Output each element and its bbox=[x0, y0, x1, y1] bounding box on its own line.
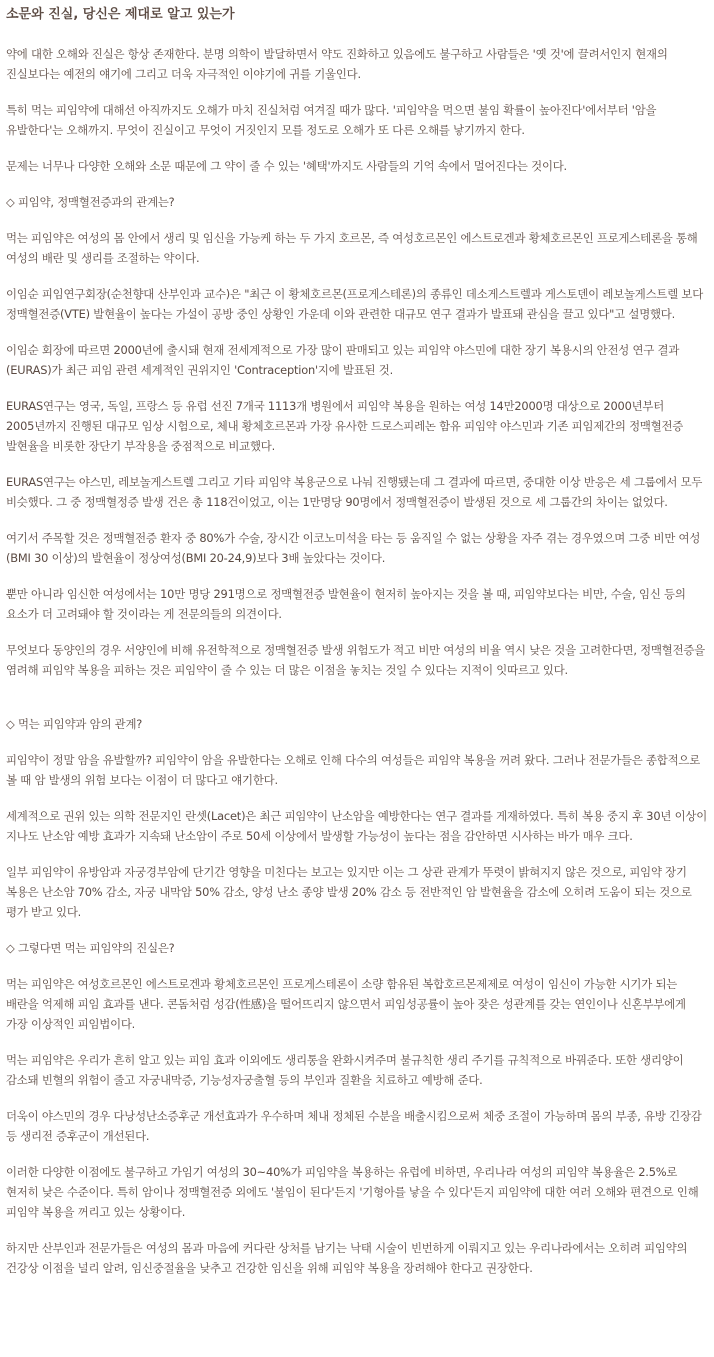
paragraph-euras-results: EURAS연구는 야스민, 레보놀게스트렐 그리고 기타 피임약 복용군으로 나눠 진행됐는데 그 결과에 따르면, 중대한 이상 반응은 세 그룹에서 모두 비슷했다. 그 중 정맥혈정증 발생 건은 총 118건이었고, 이는 1만명당 90명에서 정맥혈전증이 발생된 것으로 세 그룹간의 차이는 없었다. bbox=[6, 475, 703, 509]
paragraph-lancet: 세계적으로 권위 있는 의학 전문지인 란셋(Lacet)은 최근 피임약이 난소암을 예방한다는 연구 결과를 게재하였다. 특히 복용 중지 후 30년 이상이 지나도 난소암 예방 효과가 지속돼 난소암이 주로 50세 이상에서 발생할 가능성이 높다는 점을 감안하면 시사하는 바가 매우 크다. bbox=[6, 809, 708, 843]
paragraph-usage-rate: 이러한 다양한 이점에도 불구하고 가임기 여성의 30~40%가 피임약을 복용하는 유럽에 비하면, 우리나라 여성의 피임약 복용율은 2.5%로 현저히 낮은 수준이다. 특히 암이나 정맥혈전증 외에도 '불임이 된다'든지 '기형아를 낳을 수 있다'든지 피임약에 대한 여러 오해와 편견으로 인해 피임약 복용을 꺼리고 있는 상황이다. bbox=[6, 1165, 699, 1219]
paragraph-mechanism: 먹는 피임약은 여성호르몬인 에스트로겐과 황체호르몬인 프로게스테론이 소량 함유된 복합호르몬제제로 여성이 임신이 가능한 시기가 되는 배란을 억제해 피임 효과를 낸다. 콘돔처럼 성감(性感)을 떨어뜨리지 않으면서 피임성공률이 높아 잦은 성관계를 갖는 연인이나 신혼부부에게 가장 이상적인 피임법이다. bbox=[6, 977, 686, 1031]
section-heading-thrombosis: ◇ 피임약, 정맥혈전증과의 관계는? bbox=[6, 195, 175, 209]
paragraph-benefits: 먹는 피임약은 우리가 흔히 알고 있는 피임 효과 이외에도 생리통을 완화시켜주며 불규칙한 생리 주기를 규칙적으로 바꿔준다. 또한 생리양이 감소돼 빈혈의 위험이 줄고 자궁내막증, 기능성자궁출혈 등의 부인과 질환을 치료하고 예방해 준다. bbox=[6, 1053, 684, 1087]
paragraph-asian-risk: 무엇보다 동양인의 경우 서양인에 비해 유전학적으로 정맥혈전증 발생 위험도가 적고 비만 여성의 비율 역시 낮은 것을 고려한다면, 정맥혈전증을 염려해 피임약 복용을 피하는 것은 피임약이 줄 수 있는 더 많은 이점을 놓치는 것일 수 있다는 지적이 잇따르고 있다. bbox=[6, 643, 705, 677]
spacer bbox=[6, 696, 708, 714]
paragraph-cancer-question: 피임약이 정말 암을 유발할까? 피임약이 암을 유발한다는 오해로 인해 다수의 여성들은 피임약 복용을 꺼려 왔다. 그러나 전문가들은 종합적으로 볼 때 암 발생의 위험 보다는 이점이 더 많다고 얘기한다. bbox=[6, 753, 701, 787]
paragraph-risk-factors: 여기서 주목할 것은 정맥혈전증 환자 중 80%가 수술, 장시간 이코노미석을 타는 등 움직일 수 없는 상황을 자주 겪는 경우였으며 그중 비만 여성 (BMI 30 이상)의 발현율이 정상여성(BMI 20-24,9)보다 3배 높았다는 것이다. bbox=[6, 531, 701, 565]
paragraph-cancer-reduction: 일부 피임약이 유방암과 자궁경부암에 단기간 영향을 미친다는 보고는 있지만 이는 그 상관 관계가 뚜렷이 밝혀지지 않은 것으로, 피임약 장기 복용은 난소암 70% 감소, 자궁 내막암 50% 감소, 양성 난소 종양 발생 20% 감소 등 전반적인 암 발현율을 감소에 오히려 도움이 되는 것으로 평가 받고 있다. bbox=[6, 865, 692, 919]
paragraph-euras-method: EURAS연구는 영국, 독일, 프랑스 등 유럽 선진 7개국 1113개 병원에서 피임약 복용을 원하는 여성 14만2000명 대상으로 2000년부터 2005년까지 진행된 대규모 임상 시험으로, 체내 황체호르몬과 가장 유사한 드로스피레논 함유 피임약 야스민과 기존 피임제간의 정맥혈전증 발현율을 비롯한 장단기 부작용을 중점적으로 비교했다. bbox=[6, 399, 684, 453]
paragraph-expert-quote: 이임순 피임연구회장(순천향대 산부인과 교수)은 "최근 이 황체호르몬(프로게스테론)의 종류인 데소게스트렐과 게스토덴이 레보놀게스트렐 보다 정맥혈전증(VTE) 발현율이 높다는 가설이 공방 중인 상황인 가운데 이와 관련한 대규모 연구 결과가 발표돼 관심을 끌고 있다"고 설명했다. bbox=[6, 287, 704, 321]
section-heading-cancer: ◇ 먹는 피임약과 암의 관계? bbox=[6, 717, 143, 731]
paragraph-recommendation: 하지만 산부인과 전문가들은 여성의 몸과 마음에 커다란 상처를 남기는 낙태 시술이 빈번하게 이뤄지고 있는 우리나라에서는 오히려 피임약의 건강상 이점을 널리 알려, 임신중절율을 낮추고 건강한 임신을 위해 피임약 복용을 장려해야 한다고 권장한다. bbox=[6, 1241, 688, 1275]
paragraph-pregnancy-risk: 뿐만 아니라 임신한 여성에서는 10만 명당 291명으로 정맥혈전증 발현율이 현저히 높아지는 것을 볼 때, 피임약보다는 비만, 수술, 임신 등의 요소가 더 고려돼야 할 것이라는 게 전문의들의 의견이다. bbox=[6, 587, 686, 621]
paragraph-misconceptions: 특히 먹는 피임약에 대해선 아직까지도 오해가 마치 진실처럼 여겨질 때가 많다. '피임약을 먹으면 불임 확률이 높아진다'에서부터 '암을 유발한다'는 오해까지. 무엇이 진실이고 무엇이 거짓인지 모를 정도로 오해가 또 다른 오해를 낳기까지 한다. bbox=[6, 103, 657, 137]
paragraph-yasmin: 더욱이 야스민의 경우 다낭성난소증후군 개선효과가 우수하며 체내 정체된 수분을 배출시킴으로써 체중 조절이 가능하며 몸의 부종, 유방 긴장감 등 생리전 증후군이 개선된다. bbox=[6, 1109, 702, 1143]
paragraph-problem: 문제는 너무나 다양한 오해와 소문 때문에 그 약이 줄 수 있는 '혜택'까지도 사람들의 기억 속에서 멀어진다는 것이다. bbox=[6, 159, 567, 173]
article-title: 소문와 진실, 당신은 제대로 알고 있는가 bbox=[6, 7, 235, 22]
paragraph-euras-intro: 이임순 회장에 따르면 2000년에 출시돼 현재 전세계적으로 가장 많이 판매되고 있는 피임약 야스민에 대한 장기 복용시의 안전성 연구 결과(EURAS)가 최근 피임 관련 세계적인 권위지인 'Contraception'지에 발표된 것. bbox=[6, 343, 680, 377]
paragraph-intro: 약에 대한 오해와 진실은 항상 존재한다. 분명 의학이 발달하면서 약도 진화하고 있음에도 불구하고 사람들은 '옛 것'에 끌려서인지 현재의 진실보다는 예전의 얘기에 그리고 더욱 자극적인 이야기에 귀를 기울인다. bbox=[6, 47, 668, 81]
paragraph-pill-definition: 먹는 피임약은 여성의 몸 안에서 생리 및 임신을 가능케 하는 두 가지 호르몬, 즉 여성호르몬인 에스트로겐과 황체호르몬인 프로게스테론을 통해 여성의 배란 및 생리를 조절하는 약이다. bbox=[6, 231, 698, 265]
section-heading-truth: ◇ 그렇다면 먹는 피임약의 진실은? bbox=[6, 941, 175, 955]
